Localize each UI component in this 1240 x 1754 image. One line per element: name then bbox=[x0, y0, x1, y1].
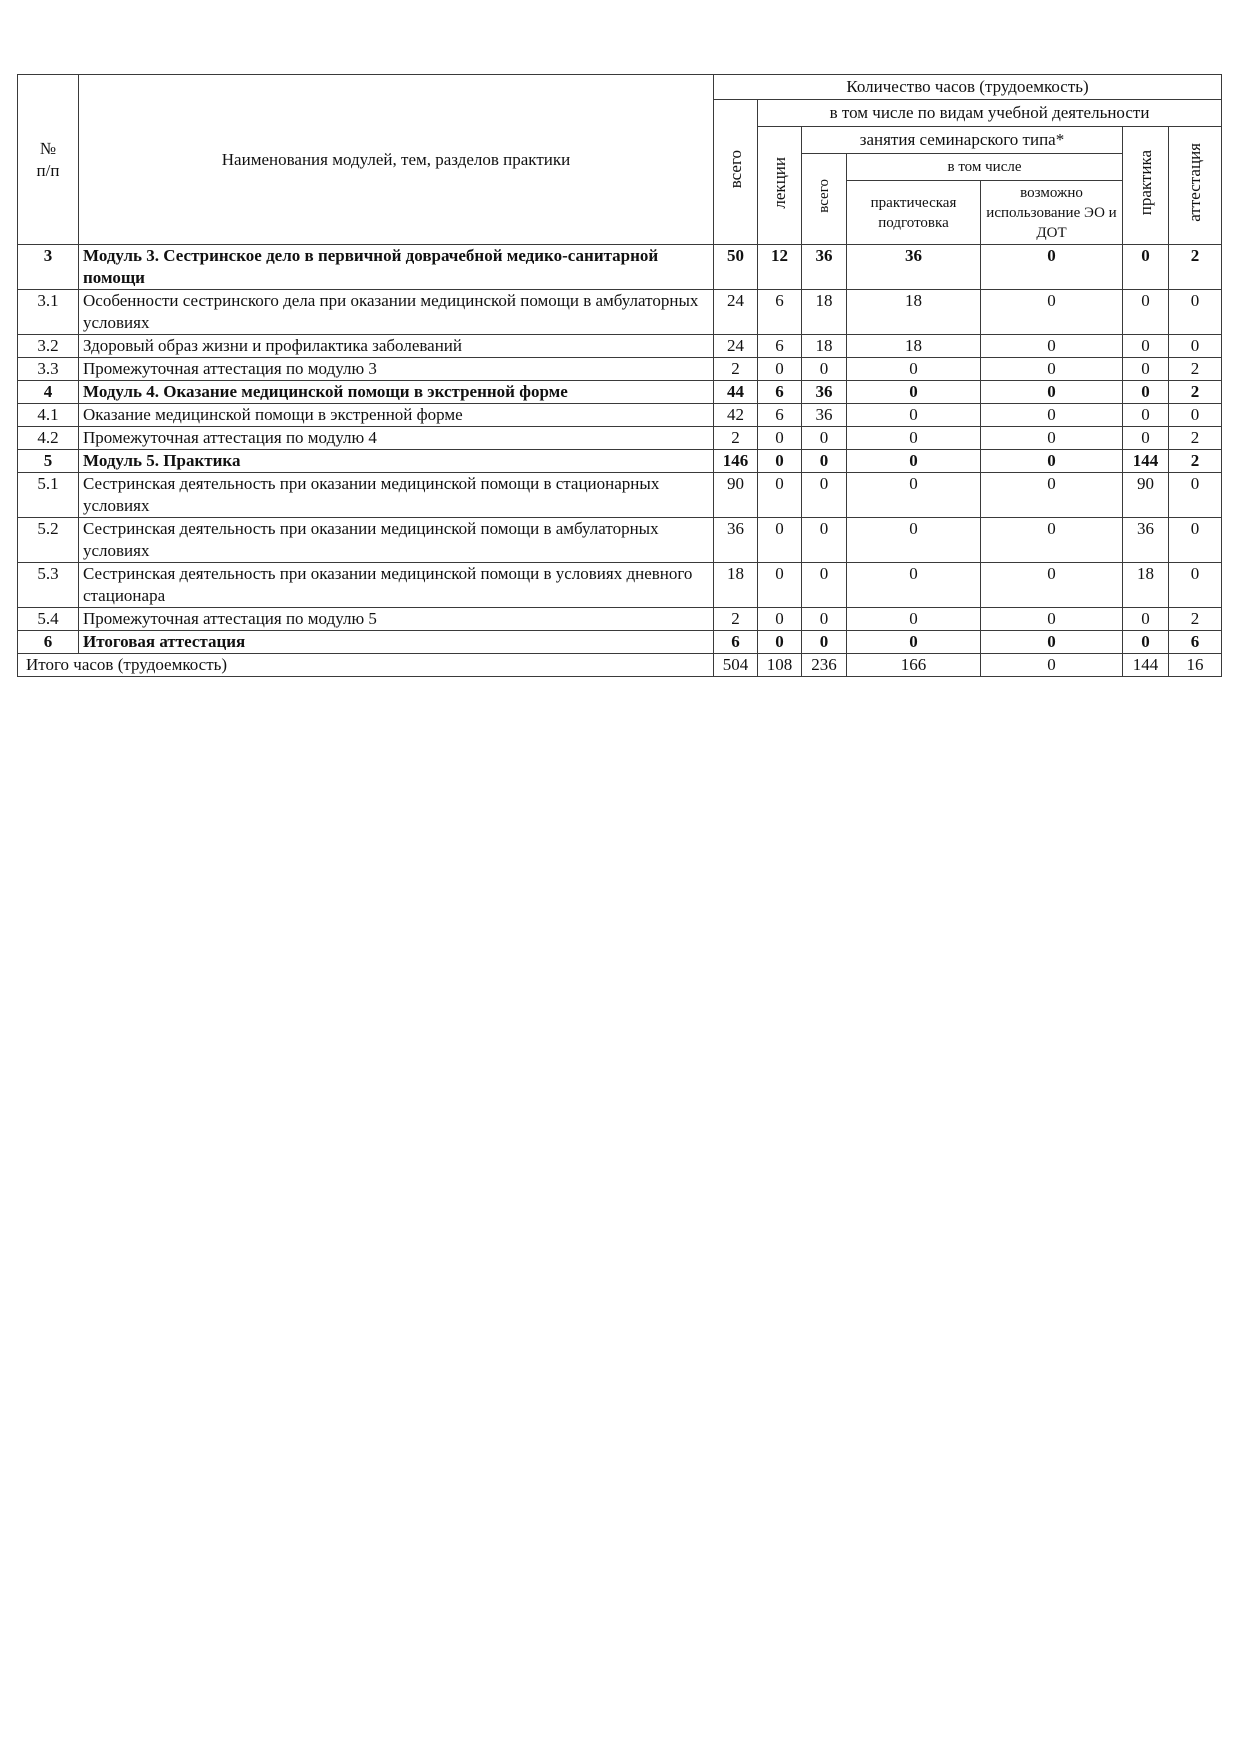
table-row bbox=[18, 563, 1222, 608]
cell-total: 24 bbox=[714, 290, 758, 335]
cell-attestation: 2 bbox=[1169, 427, 1222, 450]
cell-practice: 36 bbox=[1123, 518, 1169, 563]
cell-practical-training: 0 bbox=[847, 473, 981, 518]
total-practice: 144 bbox=[1123, 654, 1169, 677]
cell-eo-dot: 0 bbox=[981, 404, 1123, 427]
cell-practice: 18 bbox=[1123, 563, 1169, 608]
cell-attestation: 2 bbox=[1169, 245, 1222, 290]
cell-practice: 0 bbox=[1123, 381, 1169, 404]
cell-total: 2 bbox=[714, 358, 758, 381]
cell-lectures: 12 bbox=[758, 245, 802, 290]
cell-total: 6 bbox=[714, 631, 758, 654]
cell-practice: 0 bbox=[1123, 335, 1169, 358]
cell-eo-dot: 0 bbox=[981, 335, 1123, 358]
table-row bbox=[18, 608, 1222, 631]
header-seminar: занятия семинарского типа* bbox=[802, 127, 1123, 154]
header-practice bbox=[1123, 127, 1169, 245]
total-attestation: 16 bbox=[1169, 654, 1222, 677]
cell-total: 90 bbox=[714, 473, 758, 518]
row-code: 5 bbox=[18, 450, 79, 473]
cell-eo-dot: 0 bbox=[981, 631, 1123, 654]
cell-practice: 0 bbox=[1123, 631, 1169, 654]
cell-practice: 0 bbox=[1123, 404, 1169, 427]
cell-attestation: 2 bbox=[1169, 450, 1222, 473]
row-name: Модуль 3. Сестринское дело в первичной доврачебной медико-санитарной помощи bbox=[79, 245, 714, 290]
cell-lectures: 0 bbox=[758, 450, 802, 473]
cell-total: 36 bbox=[714, 518, 758, 563]
header-lectures bbox=[758, 127, 802, 245]
cell-seminar-total: 0 bbox=[802, 473, 847, 518]
header-attestation-label: аттестация bbox=[1185, 143, 1205, 222]
header-number-pp: п/п bbox=[36, 160, 60, 180]
total-label: Итого часов (трудоемкость) bbox=[18, 654, 714, 677]
cell-seminar-total: 18 bbox=[802, 335, 847, 358]
cell-lectures: 0 bbox=[758, 473, 802, 518]
row-code: 3.3 bbox=[18, 358, 79, 381]
cell-lectures: 0 bbox=[758, 608, 802, 631]
row-code: 3.1 bbox=[18, 290, 79, 335]
cell-lectures: 6 bbox=[758, 404, 802, 427]
cell-seminar-total: 0 bbox=[802, 450, 847, 473]
cell-total: 18 bbox=[714, 563, 758, 608]
cell-eo-dot: 0 bbox=[981, 290, 1123, 335]
header-lectures-label: лекции bbox=[769, 156, 789, 209]
cell-practical-training: 0 bbox=[847, 518, 981, 563]
row-code: 4.1 bbox=[18, 404, 79, 427]
cell-total: 42 bbox=[714, 404, 758, 427]
header-total bbox=[714, 100, 758, 245]
cell-seminar-total: 0 bbox=[802, 518, 847, 563]
header-practice-label: практика bbox=[1135, 149, 1155, 216]
cell-practical-training: 0 bbox=[847, 427, 981, 450]
header-attestation bbox=[1169, 127, 1222, 245]
cell-practical-training: 0 bbox=[847, 563, 981, 608]
cell-practical-training: 0 bbox=[847, 450, 981, 473]
row-code: 5.4 bbox=[18, 608, 79, 631]
header-by-type: в том числе по видам учебной деятельности bbox=[758, 100, 1222, 127]
cell-attestation: 2 bbox=[1169, 608, 1222, 631]
cell-practical-training: 36 bbox=[847, 245, 981, 290]
row-name: Сестринская деятельность при оказании медицинской помощи в амбулаторных условиях bbox=[79, 518, 714, 563]
cell-eo-dot: 0 bbox=[981, 563, 1123, 608]
cell-seminar-total: 0 bbox=[802, 631, 847, 654]
header-hours: Количество часов (трудоемкость) bbox=[714, 75, 1222, 100]
cell-eo-dot: 0 bbox=[981, 245, 1123, 290]
row-name: Промежуточная аттестация по модулю 5 bbox=[79, 608, 714, 631]
header-eo-dot: возможно использование ЭО и ДОТ bbox=[981, 181, 1123, 245]
table-body bbox=[18, 245, 1222, 677]
header-total-label: всего bbox=[725, 149, 745, 189]
cell-attestation: 0 bbox=[1169, 290, 1222, 335]
header-number-sign: № bbox=[39, 138, 57, 158]
cell-lectures: 0 bbox=[758, 358, 802, 381]
cell-eo-dot: 0 bbox=[981, 518, 1123, 563]
cell-lectures: 0 bbox=[758, 427, 802, 450]
cell-practical-training: 0 bbox=[847, 381, 981, 404]
row-code: 5.3 bbox=[18, 563, 79, 608]
cell-practical-training: 0 bbox=[847, 608, 981, 631]
cell-seminar-total: 0 bbox=[802, 563, 847, 608]
cell-eo-dot: 0 bbox=[981, 450, 1123, 473]
header-name: Наименования модулей, тем, разделов практики bbox=[79, 75, 714, 245]
cell-practical-training: 18 bbox=[847, 335, 981, 358]
table-header bbox=[18, 75, 1222, 245]
cell-lectures: 6 bbox=[758, 335, 802, 358]
table-row bbox=[18, 427, 1222, 450]
header-including: в том числе bbox=[847, 154, 1123, 181]
total-row bbox=[18, 654, 1222, 677]
table-row bbox=[18, 245, 1222, 290]
cell-practice: 0 bbox=[1123, 427, 1169, 450]
cell-total: 2 bbox=[714, 427, 758, 450]
study-plan-table bbox=[17, 74, 1222, 677]
table-row bbox=[18, 404, 1222, 427]
cell-total: 2 bbox=[714, 608, 758, 631]
cell-total: 24 bbox=[714, 335, 758, 358]
cell-practice: 144 bbox=[1123, 450, 1169, 473]
cell-practical-training: 0 bbox=[847, 631, 981, 654]
row-code: 3.2 bbox=[18, 335, 79, 358]
row-code: 5.2 bbox=[18, 518, 79, 563]
total-total: 504 bbox=[714, 654, 758, 677]
cell-total: 146 bbox=[714, 450, 758, 473]
cell-seminar-total: 36 bbox=[802, 381, 847, 404]
total-eo-dot: 0 bbox=[981, 654, 1123, 677]
cell-lectures: 6 bbox=[758, 381, 802, 404]
header-practical-training: практическая подготовка bbox=[847, 181, 981, 245]
cell-attestation: 0 bbox=[1169, 473, 1222, 518]
cell-attestation: 2 bbox=[1169, 358, 1222, 381]
cell-lectures: 0 bbox=[758, 563, 802, 608]
table-row bbox=[18, 631, 1222, 654]
row-name: Модуль 5. Практика bbox=[79, 450, 714, 473]
cell-attestation: 0 bbox=[1169, 404, 1222, 427]
row-name: Оказание медицинской помощи в экстренной форме bbox=[79, 404, 714, 427]
cell-practice: 0 bbox=[1123, 608, 1169, 631]
header-number bbox=[18, 75, 79, 245]
cell-eo-dot: 0 bbox=[981, 427, 1123, 450]
cell-practice: 90 bbox=[1123, 473, 1169, 518]
cell-practical-training: 0 bbox=[847, 404, 981, 427]
row-code: 4.2 bbox=[18, 427, 79, 450]
cell-seminar-total: 0 bbox=[802, 608, 847, 631]
cell-attestation: 0 bbox=[1169, 563, 1222, 608]
row-name: Сестринская деятельность при оказании медицинской помощи в условиях дневного стационара bbox=[79, 563, 714, 608]
cell-lectures: 0 bbox=[758, 518, 802, 563]
cell-seminar-total: 0 bbox=[802, 427, 847, 450]
row-code: 4 bbox=[18, 381, 79, 404]
table-row bbox=[18, 381, 1222, 404]
row-name: Итоговая аттестация bbox=[79, 631, 714, 654]
row-code: 5.1 bbox=[18, 473, 79, 518]
cell-eo-dot: 0 bbox=[981, 358, 1123, 381]
cell-practical-training: 0 bbox=[847, 358, 981, 381]
row-name: Особенности сестринского дела при оказании медицинской помощи в амбулаторных условиях bbox=[79, 290, 714, 335]
table-row bbox=[18, 358, 1222, 381]
header-seminar-total-label: всего bbox=[816, 178, 832, 213]
cell-lectures: 0 bbox=[758, 631, 802, 654]
cell-attestation: 0 bbox=[1169, 518, 1222, 563]
row-name: Здоровый образ жизни и профилактика заболеваний bbox=[79, 335, 714, 358]
cell-seminar-total: 36 bbox=[802, 404, 847, 427]
cell-eo-dot: 0 bbox=[981, 608, 1123, 631]
total-seminar-total: 236 bbox=[802, 654, 847, 677]
cell-total: 50 bbox=[714, 245, 758, 290]
cell-eo-dot: 0 bbox=[981, 473, 1123, 518]
cell-attestation: 6 bbox=[1169, 631, 1222, 654]
table-row bbox=[18, 335, 1222, 358]
row-name: Промежуточная аттестация по модулю 3 bbox=[79, 358, 714, 381]
row-code: 6 bbox=[18, 631, 79, 654]
cell-practice: 0 bbox=[1123, 290, 1169, 335]
cell-attestation: 2 bbox=[1169, 381, 1222, 404]
total-lectures: 108 bbox=[758, 654, 802, 677]
table-row bbox=[18, 450, 1222, 473]
cell-seminar-total: 36 bbox=[802, 245, 847, 290]
cell-eo-dot: 0 bbox=[981, 381, 1123, 404]
table-row bbox=[18, 518, 1222, 563]
cell-practice: 0 bbox=[1123, 358, 1169, 381]
cell-total: 44 bbox=[714, 381, 758, 404]
table-row bbox=[18, 473, 1222, 518]
header-seminar-total bbox=[802, 154, 847, 245]
cell-seminar-total: 18 bbox=[802, 290, 847, 335]
row-name: Сестринская деятельность при оказании медицинской помощи в стационарных условиях bbox=[79, 473, 714, 518]
cell-seminar-total: 0 bbox=[802, 358, 847, 381]
cell-lectures: 6 bbox=[758, 290, 802, 335]
row-code: 3 bbox=[18, 245, 79, 290]
cell-attestation: 0 bbox=[1169, 335, 1222, 358]
cell-practical-training: 18 bbox=[847, 290, 981, 335]
row-name: Промежуточная аттестация по модулю 4 bbox=[79, 427, 714, 450]
table-row bbox=[18, 290, 1222, 335]
row-name: Модуль 4. Оказание медицинской помощи в экстренной форме bbox=[79, 381, 714, 404]
cell-practice: 0 bbox=[1123, 245, 1169, 290]
total-practical-training: 166 bbox=[847, 654, 981, 677]
